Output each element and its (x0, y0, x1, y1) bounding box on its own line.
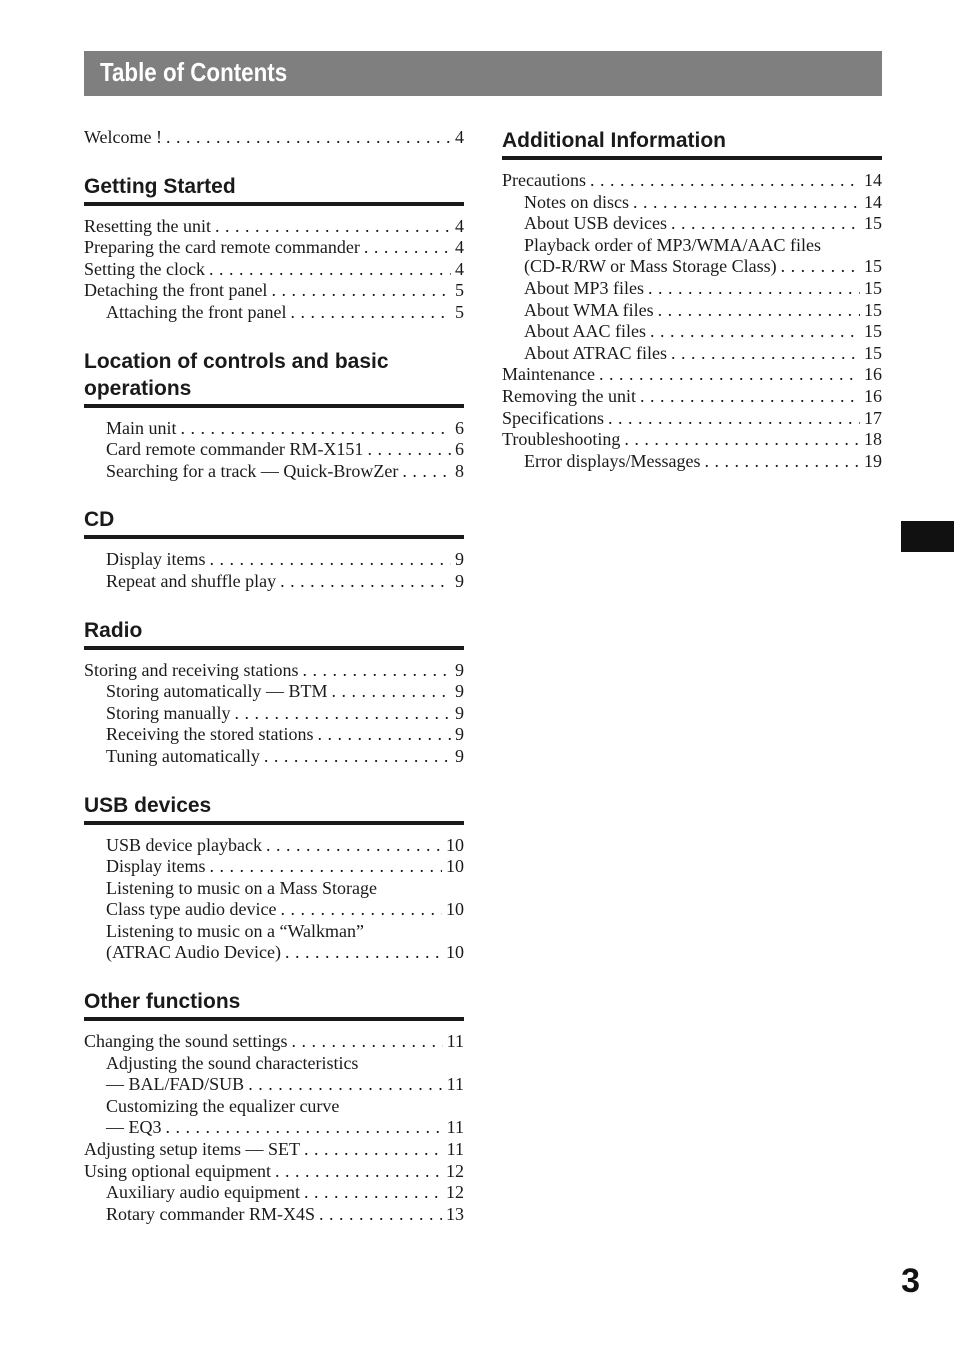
toc-entry[interactable] (502, 429, 882, 451)
toc-entry-title: About AAC files (524, 321, 647, 342)
toc-entry-title: Listening to music on a Mass Storage (106, 877, 377, 898)
dot-leader (671, 213, 860, 235)
dot-leader (304, 1182, 442, 1204)
dot-leader (302, 660, 451, 682)
toc-entry-page: 6 (455, 417, 464, 438)
toc-entry-title: Troubleshooting (502, 429, 621, 450)
toc-entry-title: Class type audio device (106, 899, 277, 920)
toc-entry-title: About WMA files (524, 299, 654, 320)
dot-leader (285, 942, 442, 964)
toc-entry-page: 11 (446, 1074, 464, 1095)
toc-entry-title: Welcome ! (84, 127, 163, 147)
dot-leader (608, 408, 860, 430)
toc-entry[interactable] (84, 856, 464, 878)
toc-entry-title: Preparing the card remote commander (84, 237, 360, 258)
toc-entry-title: Storing and receiving stations (84, 659, 299, 680)
toc-entry-page: 15 (864, 277, 882, 298)
dot-leader (280, 571, 451, 593)
dot-leader (671, 343, 860, 365)
dot-leader (304, 1139, 443, 1161)
toc-entry-page: 15 (864, 213, 882, 234)
toc-entry-title: Resetting the unit (84, 215, 211, 236)
toc-entry[interactable] (502, 364, 882, 386)
toc-entry-page: 12 (446, 1182, 464, 1203)
page-number: 3 (901, 1262, 920, 1300)
toc-entry-title: Specifications (502, 407, 604, 428)
dot-leader (624, 429, 860, 451)
toc-entry[interactable] (84, 942, 464, 964)
section-heading-getting-started: Getting Started (84, 173, 464, 206)
toc-entry-page: 10 (446, 899, 464, 920)
toc-entry[interactable] (84, 237, 464, 259)
toc-entry-title: — EQ3 (106, 1117, 162, 1138)
toc-entry[interactable] (84, 1139, 464, 1161)
section-heading-usb: USB devices (84, 792, 464, 825)
toc-entry-page: 9 (455, 681, 464, 702)
toc-entry-title: — BAL/FAD/SUB (106, 1074, 245, 1095)
toc-entry-title: Changing the sound settings (84, 1031, 288, 1052)
dot-leader (275, 1161, 442, 1183)
toc-entry-page: 19 (864, 450, 882, 471)
toc-entry-page: 9 (455, 549, 464, 570)
toc-entry[interactable] (502, 278, 882, 300)
toc-entry[interactable] (84, 835, 464, 857)
toc-entry-title: Notes on discs (524, 191, 629, 212)
dot-leader (271, 280, 451, 302)
toc-entry-page: 12 (446, 1160, 464, 1181)
dot-leader (280, 899, 442, 921)
toc-entry[interactable] (84, 1182, 464, 1204)
toc-entry[interactable] (84, 1053, 464, 1075)
toc-entry-title: Display items (106, 549, 206, 570)
toc-entry-title: Searching for a track — Quick-BrowZer (106, 460, 399, 481)
toc-entry[interactable] (84, 1161, 464, 1183)
toc-entry-title: Auxiliary audio equipment (106, 1182, 300, 1203)
page-title: Table of Contents (100, 57, 288, 87)
dot-leader (317, 724, 451, 746)
toc-entry-title: Adjusting the sound characteristics (106, 1052, 359, 1073)
toc-entry[interactable] (84, 259, 464, 281)
toc-entry-page: 6 (455, 439, 464, 460)
dot-leader (290, 302, 451, 324)
toc-entry-page: 10 (446, 856, 464, 877)
toc-entry[interactable] (84, 418, 464, 440)
toc-entry-page: 10 (446, 942, 464, 963)
toc-entry-page: 15 (864, 321, 882, 342)
toc-entry-title: Setting the clock (84, 258, 205, 279)
toc-entry-title: Tuning automatically (106, 745, 260, 766)
toc-entry-page: 14 (864, 170, 882, 190)
toc-entry-title: Storing automatically — BTM (106, 681, 328, 702)
toc-entry-title: Card remote commander RM-X151 (106, 439, 364, 460)
dot-leader (367, 439, 451, 461)
toc-entry[interactable] (502, 256, 882, 278)
toc-entry-title: Maintenance (502, 364, 595, 385)
toc-entry-page: 8 (455, 460, 464, 481)
toc-entry-title: About ATRAC files (524, 342, 668, 363)
toc-entry-title: Customizing the equalizer curve (106, 1095, 340, 1116)
dot-leader (650, 321, 860, 343)
toc-entry[interactable] (502, 451, 882, 473)
toc-entry-page: 18 (864, 429, 882, 450)
dot-leader (319, 1204, 442, 1226)
dot-leader (331, 681, 451, 703)
toc-entry-page: 4 (455, 237, 464, 258)
toc-entry-title: About USB devices (524, 213, 667, 234)
dot-leader (215, 216, 451, 238)
dot-leader (640, 386, 860, 408)
section-heading-additional-information: Additional Information (502, 127, 882, 160)
dot-leader (704, 451, 860, 473)
toc-entry[interactable] (84, 571, 464, 593)
dot-leader (402, 461, 451, 483)
toc-entry-title: USB device playback (106, 834, 262, 855)
dot-leader (235, 703, 452, 725)
toc-entry[interactable] (84, 921, 464, 943)
dot-leader (209, 259, 451, 281)
toc-entry-page: 4 (455, 215, 464, 236)
dot-leader (166, 1117, 443, 1139)
dot-leader (248, 1074, 442, 1096)
toc-entry-title: Playback order of MP3/WMA/AAC files (524, 234, 821, 255)
toc-entry-title: Rotary commander RM-X4S (106, 1203, 315, 1224)
dot-leader (292, 1031, 443, 1053)
toc-entry[interactable] (502, 343, 882, 365)
toc-entry-title: Storing manually (106, 702, 231, 723)
toc-entry[interactable] (84, 1031, 464, 1053)
toc-entry-page: 9 (455, 570, 464, 591)
toc-entry[interactable] (502, 321, 882, 343)
toc-entry-title: (CD-R/RW or Mass Storage Class) (524, 256, 777, 277)
toc-entry-page: 16 (864, 385, 882, 406)
toc-entry[interactable] (502, 170, 882, 192)
toc-entry[interactable] (502, 300, 882, 322)
section-heading-other-functions: Other functions (84, 988, 464, 1021)
toc-entry[interactable] (84, 681, 464, 703)
toc-entry-title: Display items (106, 856, 206, 877)
toc-entry[interactable] (84, 724, 464, 746)
toc-entry-page: 16 (864, 364, 882, 385)
section-heading-cd: CD (84, 506, 464, 539)
toc-entry-title: (ATRAC Audio Device) (106, 942, 281, 963)
toc-entry[interactable] (84, 1117, 464, 1139)
toc-entry-page: 11 (446, 1139, 464, 1160)
dot-leader (181, 418, 452, 440)
toc-entry[interactable] (84, 439, 464, 461)
toc-entry-page: 9 (455, 702, 464, 723)
left-column (84, 127, 464, 1225)
toc-entry-page: 4 (455, 127, 464, 147)
section-heading-location (84, 348, 464, 408)
dot-leader (266, 835, 442, 857)
toc-entry-welcome[interactable] (84, 127, 464, 149)
toc-entry[interactable] (84, 746, 464, 768)
toc-entry-title: Using optional equipment (84, 1160, 271, 1181)
title-bar (84, 51, 882, 96)
toc-entry-page: 9 (455, 745, 464, 766)
toc-entry-title: Adjusting setup items — SET (84, 1139, 300, 1160)
dot-leader (658, 300, 860, 322)
dot-leader (210, 856, 443, 878)
toc-entry-title: Main unit (106, 417, 177, 438)
toc-entry-title: Precautions (502, 170, 586, 190)
toc-entry[interactable] (84, 1074, 464, 1096)
toc-entry[interactable] (84, 660, 464, 682)
toc-entry-title: Removing the unit (502, 385, 636, 406)
toc-entry-page: 13 (446, 1203, 464, 1224)
toc-entry-page: 15 (864, 256, 882, 277)
dot-leader (648, 278, 860, 300)
toc-entry-page: 9 (455, 724, 464, 745)
toc-entry-title: Attaching the front panel (106, 301, 287, 322)
dot-leader (364, 237, 451, 259)
toc-entry[interactable] (84, 549, 464, 571)
toc-entry-page: 15 (864, 342, 882, 363)
toc-entry[interactable] (84, 461, 464, 483)
toc-entry[interactable] (502, 235, 882, 257)
toc-entry-page: 5 (455, 301, 464, 322)
toc-entry[interactable] (502, 408, 882, 430)
toc-entry[interactable] (502, 386, 882, 408)
toc-entry[interactable] (84, 1096, 464, 1118)
toc-entry-title: Listening to music on a “Walkman” (106, 920, 364, 941)
section-heading-line: operations (84, 376, 192, 400)
toc-entry-page: 9 (455, 659, 464, 680)
toc-entry-page: 5 (455, 280, 464, 301)
dot-leader (781, 256, 860, 278)
toc-entry-title: Receiving the stored stations (106, 724, 314, 745)
toc-entry-title: Repeat and shuffle play (106, 570, 277, 591)
toc-entry-page: 4 (455, 258, 464, 279)
toc-entry[interactable] (84, 899, 464, 921)
toc-entry[interactable] (502, 213, 882, 235)
toc-entry[interactable] (84, 216, 464, 238)
toc-entry[interactable] (84, 280, 464, 302)
toc-entry-title: Detaching the front panel (84, 280, 268, 301)
dot-leader (264, 746, 451, 768)
toc-entry-page: 11 (446, 1117, 464, 1138)
dot-leader (633, 192, 860, 214)
toc-entry[interactable] (84, 878, 464, 900)
toc-entry-page: 10 (446, 834, 464, 855)
toc-entry-page: 15 (864, 299, 882, 320)
right-column (502, 127, 882, 472)
thumb-index-tab (901, 521, 954, 552)
toc-entry[interactable] (84, 703, 464, 725)
section-heading-line: Location of controls and basic (84, 349, 389, 373)
dot-leader (599, 364, 860, 386)
toc-entry[interactable] (84, 1204, 464, 1226)
dot-leader (590, 170, 860, 192)
toc-entry-page: 17 (864, 407, 882, 428)
dot-leader (166, 127, 451, 149)
dot-leader (210, 549, 452, 571)
toc-entry[interactable] (502, 192, 882, 214)
toc-entry-title: Error displays/Messages (524, 450, 701, 471)
toc-entry-title: About MP3 files (524, 277, 645, 298)
toc-entry-page: 14 (864, 191, 882, 212)
section-heading-radio: Radio (84, 617, 464, 650)
toc-entry[interactable] (84, 302, 464, 324)
toc-entry-page: 11 (446, 1031, 464, 1052)
